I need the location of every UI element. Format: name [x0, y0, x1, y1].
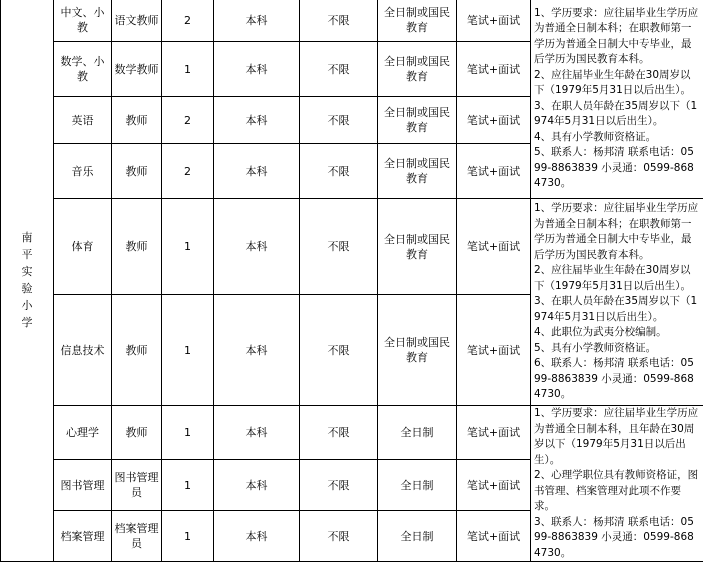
education-cell: 本科 [214, 199, 300, 295]
education-cell: 本科 [214, 406, 300, 460]
post-cell: 教师 [112, 295, 162, 406]
major-cell: 不限 [300, 144, 378, 199]
count-cell: 2 [162, 0, 214, 42]
study-type-cell: 全日制或国民教育 [378, 0, 457, 42]
table-row [1, 199, 703, 295]
table-row [1, 406, 703, 460]
table-row [1, 0, 703, 42]
position-cell: 中文、小教 [54, 0, 112, 42]
study-type-cell: 全日制或国民教育 [378, 97, 457, 144]
position-cell: 数学、小教 [54, 42, 112, 97]
post-cell: 教师 [112, 97, 162, 144]
post-cell: 图书管理员 [112, 460, 162, 511]
exam-cell: 笔试+面试 [457, 42, 531, 97]
education-cell: 本科 [214, 42, 300, 97]
position-cell: 音乐 [54, 144, 112, 199]
major-cell: 不限 [300, 295, 378, 406]
post-cell: 教师 [112, 199, 162, 295]
position-cell: 体育 [54, 199, 112, 295]
exam-cell: 笔试+面试 [457, 144, 531, 199]
education-cell: 本科 [214, 295, 300, 406]
education-cell: 本科 [214, 144, 300, 199]
position-cell: 图书管理 [54, 460, 112, 511]
major-cell: 不限 [300, 0, 378, 42]
count-cell: 1 [162, 511, 214, 562]
major-cell: 不限 [300, 97, 378, 144]
count-cell: 2 [162, 144, 214, 199]
count-cell: 2 [162, 97, 214, 144]
requirements-cell-group2: 1、学历要求：应往届毕业生学历应为普通全日制本科；在职教师第一学历为普通全日制大中专毕业，最后学历为国民教育本科。 2、应往届毕业生年龄在30周岁以下（1979年5月31日以后出生）。 3、在职人员年龄在35周岁以下（1974年5月31日以后出生）。 4、此职位为武夷分校编制。 5、具有小学教师资格证。 6、联系人：杨邦清 联系电话：0599-8863839 小灵通：0599-8684730。 [531, 199, 703, 406]
post-cell: 档案管理员 [112, 511, 162, 562]
exam-cell: 笔试+面试 [457, 511, 531, 562]
major-cell: 不限 [300, 460, 378, 511]
study-type-cell: 全日制或国民教育 [378, 144, 457, 199]
position-cell: 信息技术 [54, 295, 112, 406]
exam-cell: 笔试+面试 [457, 97, 531, 144]
major-cell: 不限 [300, 42, 378, 97]
study-type-cell: 全日制 [378, 511, 457, 562]
unit-name-cell: 南 平 实 验 小 学 [1, 0, 54, 562]
major-cell: 不限 [300, 406, 378, 460]
post-cell: 教师 [112, 144, 162, 199]
requirements-cell-group1: 1、学历要求：应往届毕业生学历应为普通全日制本科；在职教师第一学历为普通全日制大中专毕业，最后学历为国民教育本科。 2、应往届毕业生年龄在30周岁以下（1979年5月31日以后出生）。 3、在职人员年龄在35周岁以下（1974年5月31日以后出生）。 4、具有小学教师资格证。 5、联系人：杨邦清 联系电话：0599-8863839 小灵通：0599-8684730。 [531, 0, 703, 199]
education-cell: 本科 [214, 460, 300, 511]
count-cell: 1 [162, 460, 214, 511]
major-cell: 不限 [300, 511, 378, 562]
major-cell: 不限 [300, 199, 378, 295]
count-cell: 1 [162, 42, 214, 97]
study-type-cell: 全日制或国民教育 [378, 295, 457, 406]
exam-cell: 笔试+面试 [457, 199, 531, 295]
post-cell: 数学教师 [112, 42, 162, 97]
position-cell: 心理学 [54, 406, 112, 460]
study-type-cell: 全日制或国民教育 [378, 42, 457, 97]
count-cell: 1 [162, 199, 214, 295]
exam-cell: 笔试+面试 [457, 0, 531, 42]
position-cell: 档案管理 [54, 511, 112, 562]
post-cell: 语文教师 [112, 0, 162, 42]
exam-cell: 笔试+面试 [457, 295, 531, 406]
education-cell: 本科 [214, 97, 300, 144]
exam-cell: 笔试+面试 [457, 460, 531, 511]
count-cell: 1 [162, 406, 214, 460]
post-cell: 教师 [112, 406, 162, 460]
study-type-cell: 全日制 [378, 406, 457, 460]
education-cell: 本科 [214, 0, 300, 42]
education-cell: 本科 [214, 511, 300, 562]
requirements-cell-group3: 1、学历要求：应往届毕业生学历应为普通全日制本科，且年龄在30周岁以下（1979年5月31日以后出生）。 2、心理学职位具有教师资格证，图书管理、档案管理对此项不作要求。 3、联系人：杨邦清 联系电话：0599-8863839 小灵通：0599-8684730。 [531, 406, 703, 562]
count-cell: 1 [162, 295, 214, 406]
study-type-cell: 全日制或国民教育 [378, 199, 457, 295]
study-type-cell: 全日制 [378, 460, 457, 511]
position-cell: 英语 [54, 97, 112, 144]
exam-cell: 笔试+面试 [457, 406, 531, 460]
